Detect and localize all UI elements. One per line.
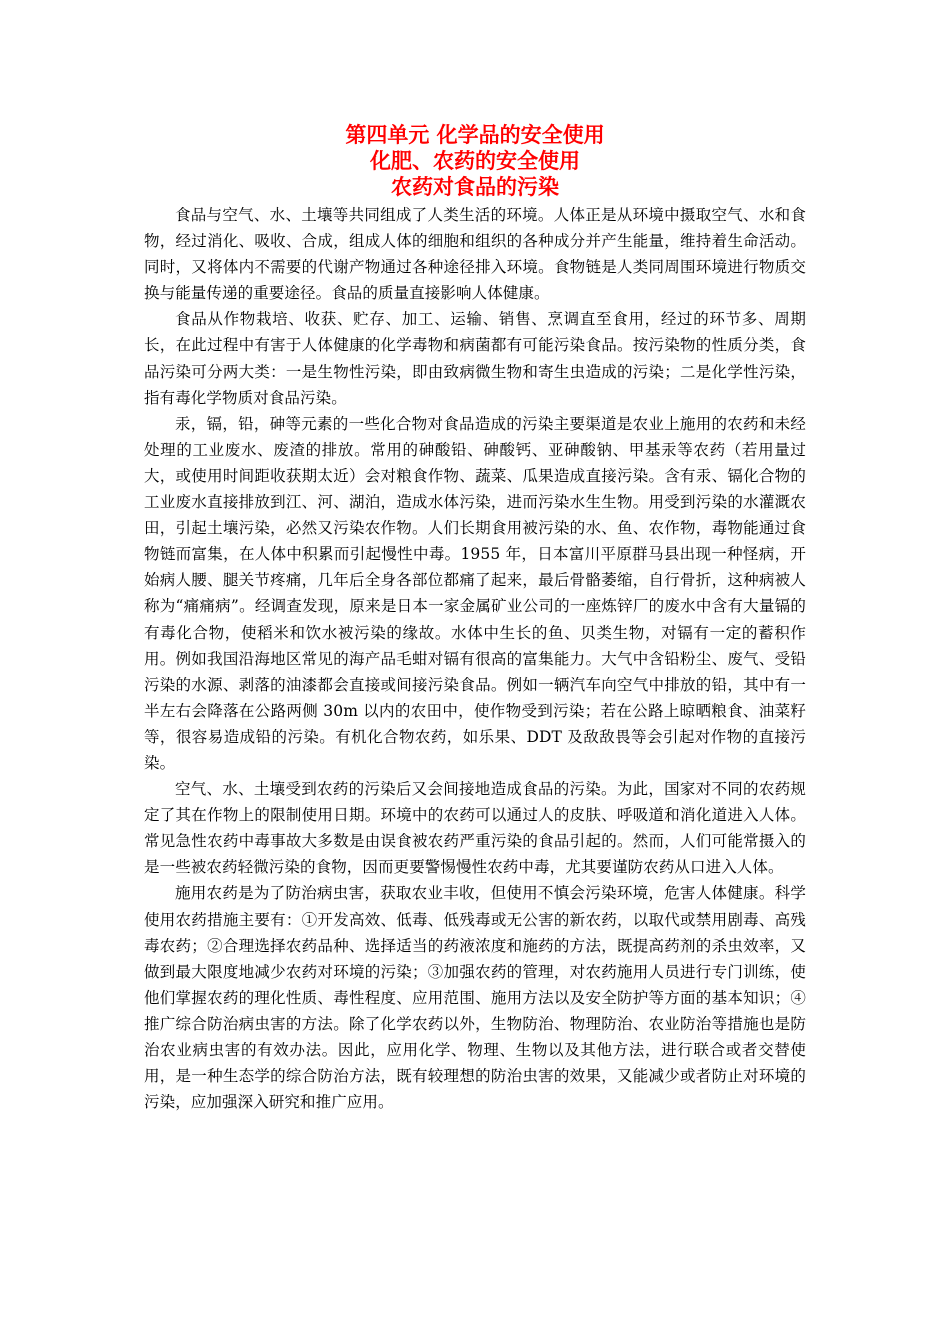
paragraph: 食品从作物栽培、收获、贮存、加工、运输、销售、烹调直至食用，经过的环节多、周期长，在此过程中有害于人体健康的化学毒物和病菌都有可能污染食品。按污染物的性质分类，食品污染可分两大类：一是生物性污染，即由致病微生物和寄生虫造成的污染；二是化学性污染，指有毒化学物质对食品污染。 (144, 310, 806, 407)
document-page (144, 122, 806, 1115)
paragraph: 食品与空气、水、土壤等共同组成了人类生活的环境。人体正是从环境中摄取空气、水和食物，经过消化、吸收、合成，组成人体的细胞和组织的各种成分并产生能量，维持着生命活动。同时，又将体内不需要的代谢产物通过各种途径排入环境。食物链是人类同周围环境进行物质交换与能量传递的重要途径。食品的质量直接影响人体健康。 (144, 206, 806, 303)
subsection-title: 农药对食品的污染 (391, 175, 559, 199)
paragraph: 汞，镉，铅，砷等元素的一些化合物对食品造成的污染主要渠道是农业上施用的农药和未经处理的工业废水、废渣的排放。常用的砷酸铅、砷酸钙、亚砷酸钠、甲基汞等农药（若用量过大，或使用时间距收获期太近）会对粮食作物、蔬菜、瓜果造成直接污染。含有汞、镉化合物的工业废水直接排放到江、河、湖泊，造成水体污染，进而污染水生生物。用受到污染的水灌溉农田，引起土壤污染，必然又污染农作物。人们长期食用被污染的水、鱼、农作物，毒物能通过食物链而富集，在人体中积累而引起慢性中毒。1955 年，日本富川平原群马县出现一种怪病，开始病人腰、腿关节疼痛，几年后全身各部位都痛了起来，最后骨骼萎缩，自行骨折，这种病被人称为“痛痛病”。经调查发现，原来是日本一家金属矿业公司的一座炼锌厂的废水中含有大量镉的有毒化合物，使稻米和饮水被污染的缘故。水体中生长的鱼、贝类生物，对镉有一定的蓄积作用。例如我国沿海地区常见的海产品毛蚶对镉有很高的富集能力。大气中含铅粉尘、废气、受铅污染的水源、剥落的油漆都会直接或间接污染食品。例如一辆汽车向空气中排放的铅，其中有一半左右会降落在公路两侧 30m 以内的农田中，使作物受到污染；若在公路上晾晒粮食、油菜籽等，很容易造成铅的污染。有机化合物农药，如乐果、DDT 及敌敌畏等会引起对作物的直接污染。 (144, 414, 806, 772)
paragraph: 施用农药是为了防治病虫害，获取农业丰收，但使用不慎会污染环境，危害人体健康。科学使用农药措施主要有：①开发高效、低毒、低残毒或无公害的新农药，以取代或禁用剧毒、高残毒农药；②合理选择农药品种、选择适当的药液浓度和施药的方法，既提高药剂的杀虫效率，又做到最大限度地减少农药对环境的污染；③加强农药的管理，对农药施用人员进行专门训练，使他们掌握农药的理化性质、毒性程度、应用范围、施用方法以及安全防护等方面的基本知识；④推广综合防治病虫害的方法。除了化学农药以外，生物防治、物理防治、农业防治等措施也是防治农业病虫害的有效办法。因此，应用化学、物理、生物以及其他方法，进行联合或者交替使用，是一种生态学的综合防治方法，既有较理想的防治虫害的效果，又能减少或者防止对环境的污染，应加强深入研究和推广应用。 (144, 884, 806, 1112)
paragraph: 空气、水、土壤受到农药的污染后又会间接地造成食品的污染。为此，国家对不同的农药规定了其在作物上的限制使用日期。环境中的农药可以通过人的皮肤、呼吸道和消化道进入人体。常见急性农药中毒事故大多数是由误食被农药严重污染的食品引起的。然而，人们可能常摄入的是一些被农药轻微污染的食物，因而更要警惕慢性农药中毒，尤其要谨防农药从口进入人体。 (144, 780, 806, 877)
document-title (144, 122, 806, 200)
section-title: 化肥、农药的安全使用 (370, 149, 580, 173)
unit-title: 第四单元 化学品的安全使用 (345, 123, 605, 147)
